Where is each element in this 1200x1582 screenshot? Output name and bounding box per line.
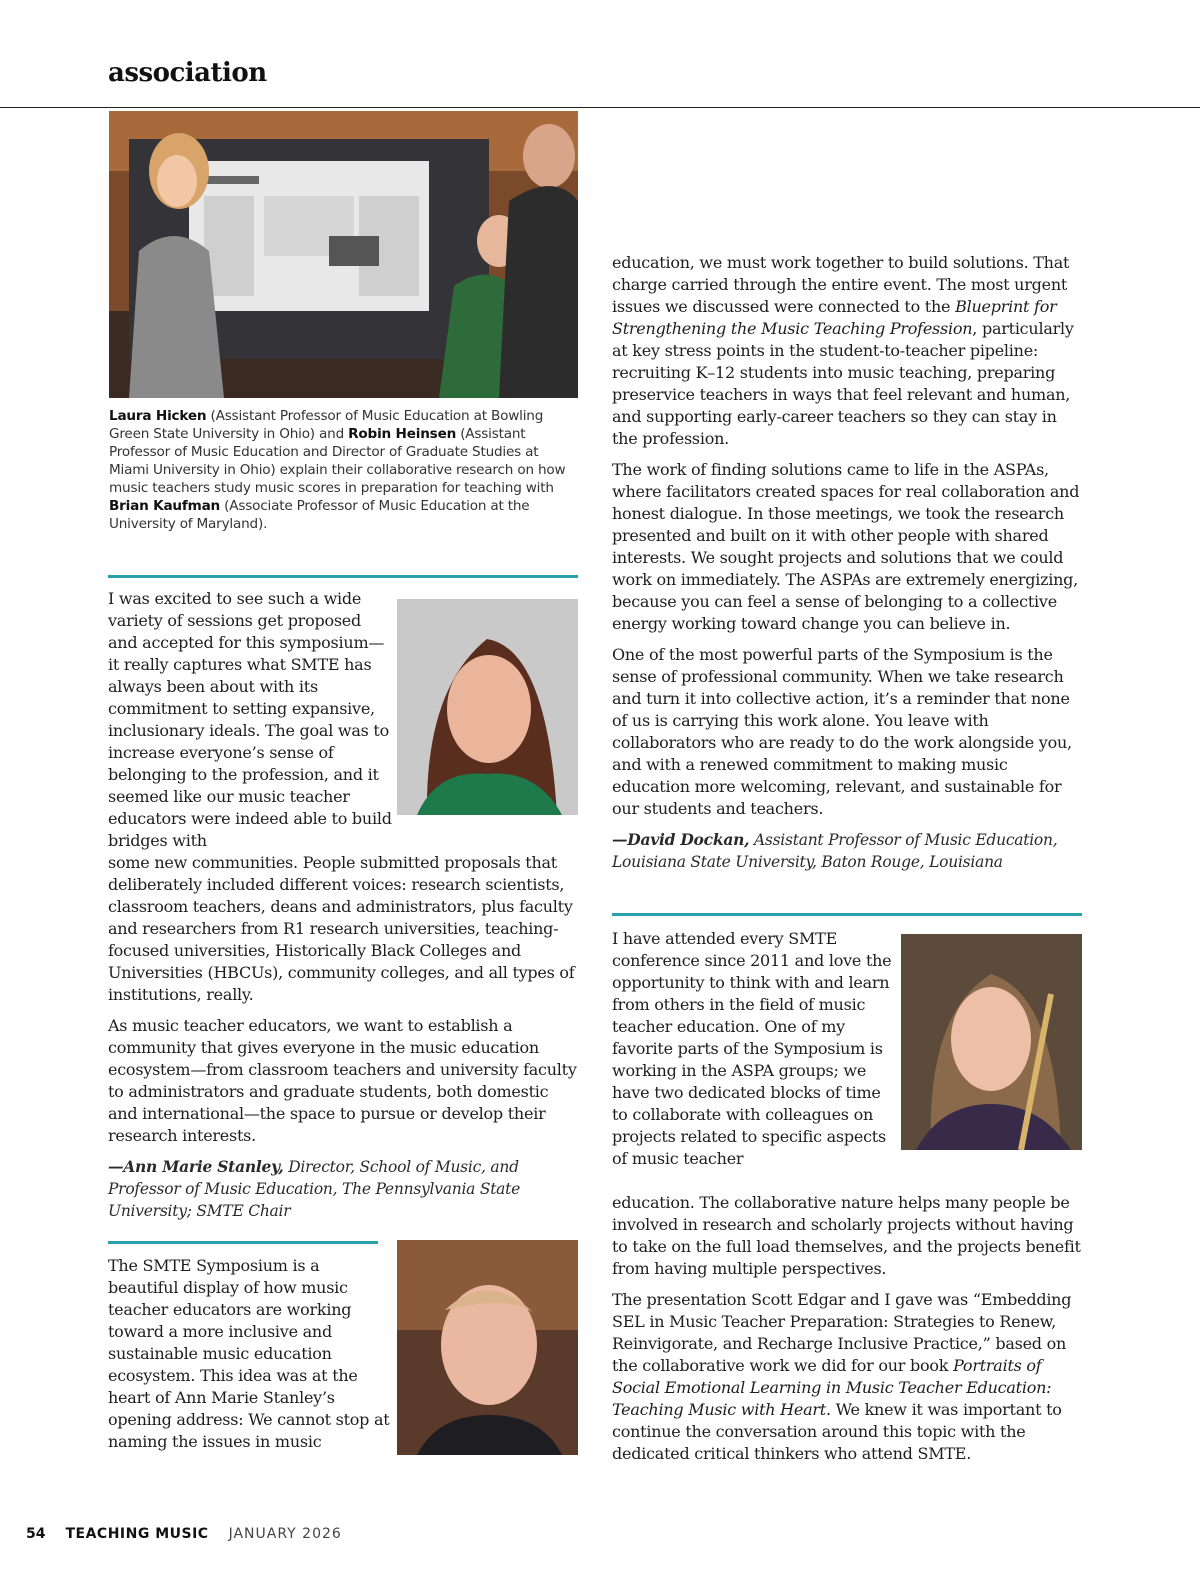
signature-name: —David Dockan, (612, 830, 750, 849)
signature-name: —Ann Marie Stanley, (108, 1157, 284, 1176)
paragraph: The work of finding solutions came to life in the ASPAs, where facilitators created spaces for real collaboration and honest dialogue. In those meetings, we took the research presented and built on it with other people with shared interests. We sought projects and solutions that we could work on immediately. The ASPAs are extremely energizing, because you can feel a sense of belonging to a collective energy working toward change you can believe in. (612, 460, 1080, 633)
photo-caption (109, 407, 579, 533)
section-divider (612, 913, 1082, 916)
portrait-dockan (397, 1240, 578, 1455)
poster-session-photo (109, 111, 578, 398)
issue-date: JANUARY 2026 (228, 1526, 342, 1542)
section-divider (108, 1241, 378, 1244)
paragraph: education. The collaborative nature helps many people be involved in research and scholarly projects without having to take on the full load themselves, and the projects benefit from having multiple perspectives. (612, 1193, 1081, 1278)
page-number: 54 (26, 1526, 46, 1542)
paragraph: One of the most powerful parts of the Symposium is the sense of professional community. When we take research and turn it into collective action, it’s a reminder that none of us is carrying this work alone. You leave with collaborators who are ready to do the work alongside you, and with a renewed commitment to making music education more welcoming, relevant, and sustainable for our students and teachers. (612, 645, 1072, 818)
article-stanley-body (108, 852, 578, 1231)
paragraph: some new communities. People submitted proposals that deliberately included different voices: research scientists, classroom teachers, deans and administrators, plus faculty and researchers from R1 research universities, teaching-focused universities, Historically Black Colleges and Universities (HBCUs), community colleges, and all types of institutions, really. (108, 853, 575, 1004)
section-divider (108, 575, 578, 578)
paragraph: I have attended every SMTE conference since 2011 and love the opportunity to think with and learn from others in the field of music teacher education. One of my favorite parts of the Symposium is working in the ASPA groups; we have two dedicated blocks of time to collaborate with colleagues on projects related to specific aspects of music teacher (612, 929, 892, 1168)
caption-text: (Associate Professor of Music Education at the University of Maryland). (109, 498, 530, 532)
paragraph: The presentation Scott Edgar and I gave was “Embedding SEL in Music Teacher Preparation: Strategies to Renew, Reinvigorate, and Recharge Inclusive Practice,” based on the collaborative work we did for our book Portraits of Social Emotional Learning in Music Teacher Education: Teaching Music with Heart. We knew it was important to continue the conversation around this topic with the dedicated critical thinkers who attend SMTE. (612, 1290, 1072, 1463)
caption-text: (Assistant Professor of Music Education at Bowling Green State University in Ohio) and (109, 408, 544, 442)
paragraph: education, we must work together to build solutions. That charge carried through the entire event. The most urgent issues we discussed were connected to the Blueprint for Strengthening the Music Teaching Profession, particularly at key stress points in the student-to-teacher pipeline: recruiting K–12 students into music teaching, preparing preservice teachers in ways that feel relevant and human, and supporting early-career teachers so they can stay in the profession. (612, 253, 1074, 448)
article-flutist-lead (612, 928, 897, 1179)
caption-name-kaufman: Brian Kaufman (109, 498, 221, 514)
article-flutist-body (612, 1192, 1082, 1474)
header-rule (0, 107, 1200, 108)
page-footer (26, 1526, 342, 1542)
signature-stanley (108, 1156, 578, 1222)
portrait-flutist (901, 934, 1082, 1150)
magazine-name: TEACHING MUSIC (65, 1526, 209, 1542)
section-label: association (108, 58, 267, 88)
paragraph: The SMTE Symposium is a beautiful display of how music teacher educators are working toward a more inclusive and sustainable music education ecosystem. This idea was at the heart of Ann Marie Stanley’s opening address: We cannot stop at naming the issues in music (108, 1256, 390, 1451)
publication-title: Blueprint for Strengthening the Music Teaching Profession (612, 297, 1057, 338)
signature-dockan (612, 829, 1082, 873)
caption-name-heinsen: Robin Heinsen (348, 426, 457, 442)
caption-name-hicken: Laura Hicken (109, 408, 207, 424)
paragraph: I was excited to see such a wide variety of sessions get proposed and accepted for this symposium—it really captures what SMTE has always been about with its commitment to setting expansive, inclusionary ideals. The goal was to increase everyone’s sense of belonging to the profession, and it seemed like our music teacher educators were indeed able to build bridges with (108, 589, 392, 850)
signature-title: Director, School of Music, and Professor of Music Education, The Pennsylvania State University; SMTE Chair (108, 1158, 521, 1220)
article-dockan-lead (108, 1255, 393, 1462)
article-stanley-lead (108, 588, 393, 861)
caption-text: (Assistant Professor of Music Education and Director of Graduate Studies at Miami University in Ohio) explain their collaborative research on how music teachers study music scores in preparation for teaching with (109, 426, 566, 496)
book-title: Portraits of Social Emotional Learning in Music Teacher Education: Teaching Music with Heart. (612, 1356, 1052, 1419)
paragraph: As music teacher educators, we want to establish a community that gives everyone in the music education ecosystem—from classroom teachers and university faculty to administrators and graduate students, both domestic and international—the space to pursue or develop their research interests. (108, 1016, 577, 1145)
portrait-stanley (397, 599, 578, 815)
article-dockan-body (612, 252, 1082, 882)
signature-title: Assistant Professor of Music Education, Louisiana State University, Baton Rouge, Louisiana (612, 831, 1058, 871)
